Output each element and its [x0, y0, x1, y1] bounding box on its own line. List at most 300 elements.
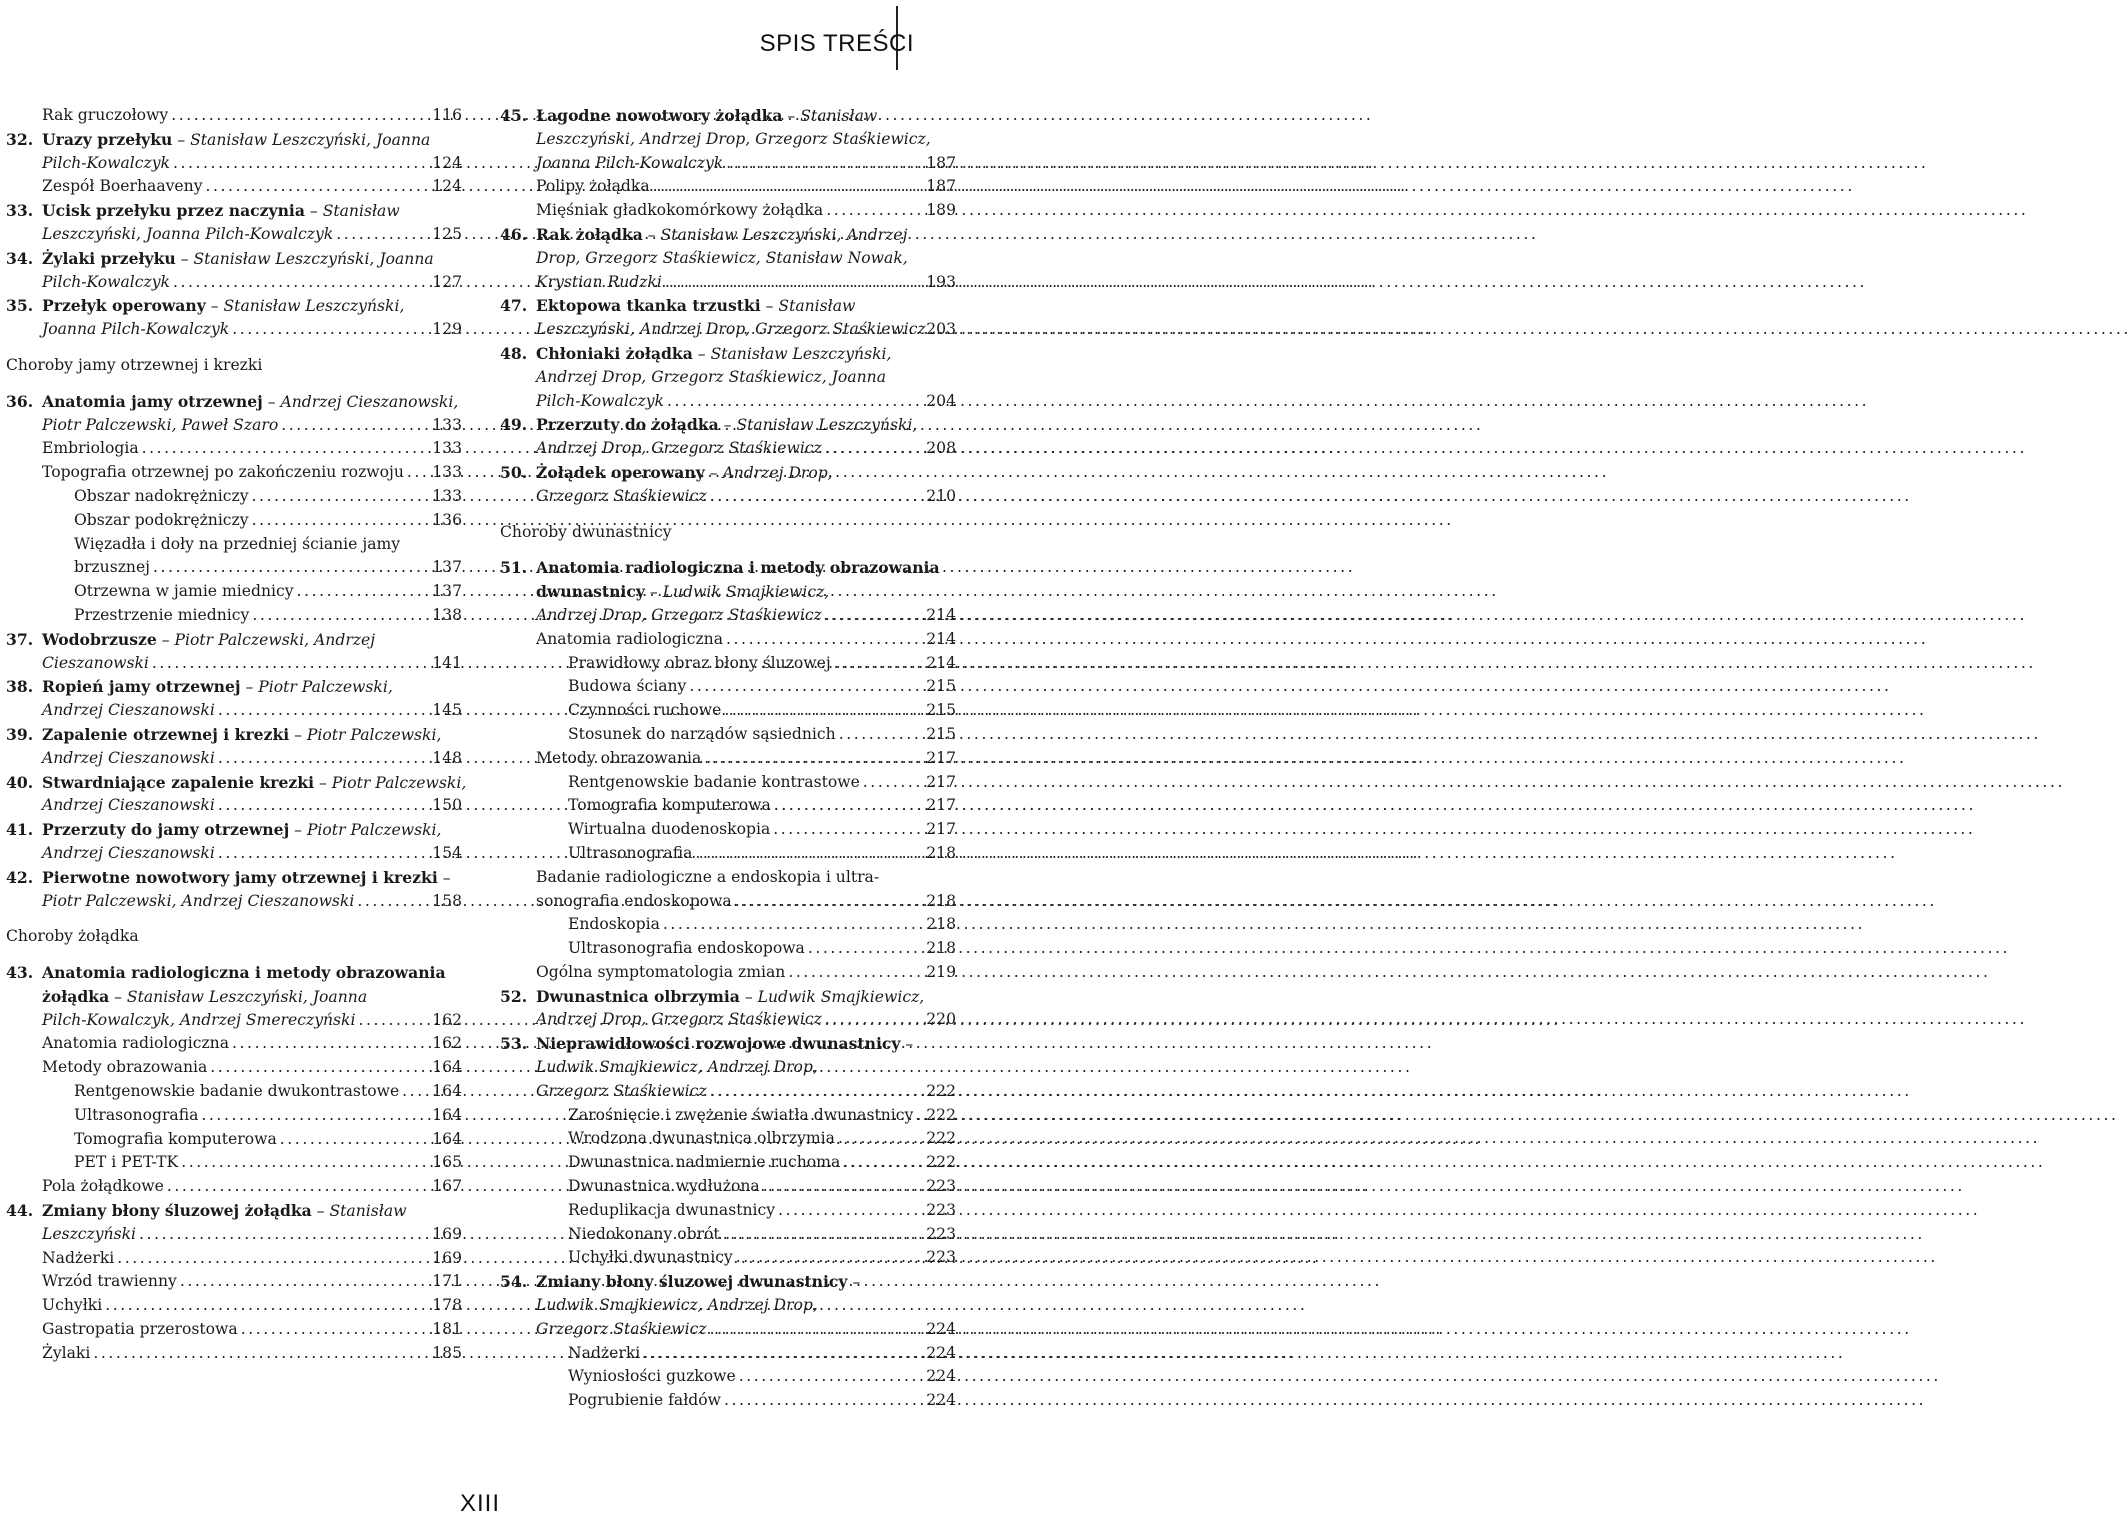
toc-entry — [500, 604, 956, 628]
toc-entry — [6, 318, 462, 342]
entry-text — [536, 437, 822, 461]
chapter-title: Anatomia radiologiczna i metody obrazowania — [42, 963, 446, 983]
page-number-ref: 223 — [926, 1200, 956, 1219]
page-number-ref: 223 — [926, 1224, 956, 1243]
subsection-title: Zarośnięcie i zwężenie światła dwunastnicy — [568, 1105, 914, 1124]
entry-text — [42, 1223, 136, 1247]
chapter-authors: Andrzej Cieszanowski — [42, 796, 215, 815]
entry-number: 42. — [6, 867, 34, 887]
page-number-ref: 193 — [926, 272, 956, 291]
toc-right-column — [500, 104, 956, 1413]
entry-text — [536, 866, 879, 890]
entry-number: 40. — [6, 772, 34, 792]
entry-text — [568, 937, 805, 961]
subsection-title: Pola żołądkowe — [42, 1177, 164, 1196]
chapter-authors: Stanisław — [778, 297, 856, 316]
toc-entry — [500, 1151, 956, 1175]
page-number-ref: 141 — [432, 653, 462, 672]
entry-number: 34. — [6, 248, 34, 268]
subsection-title: Czynności ruchowe — [568, 701, 722, 720]
toc-entry — [500, 199, 956, 223]
toc-entry — [500, 890, 956, 914]
entry-text — [42, 318, 229, 342]
dot-leader — [788, 961, 1986, 985]
toc-entry — [500, 1032, 956, 1056]
entry-text — [536, 294, 855, 319]
toc-entry — [500, 818, 956, 842]
entry-text — [536, 1008, 822, 1032]
toc-entry — [6, 1270, 462, 1294]
dot-leader — [663, 913, 1861, 937]
dot-leader — [643, 1342, 1841, 1366]
page-number-ref: 208 — [926, 439, 956, 458]
dot-leader — [929, 318, 2127, 342]
chapter-title: Przerzuty do jamy otrzewnej — [42, 820, 290, 840]
entry-text — [536, 1032, 913, 1057]
toc-entry — [500, 1127, 956, 1151]
page-number-ref: 217 — [926, 772, 956, 791]
chapter-title: Nieprawidłowości rozwojowe dwunastnicy — [536, 1034, 901, 1054]
page-number-ref: 150 — [432, 796, 462, 815]
entry-text — [536, 747, 701, 771]
entry-text — [536, 580, 829, 605]
entry-text — [536, 413, 917, 438]
page-number-ref: 223 — [926, 1248, 956, 1267]
chapter-authors: Piotr Palczewski, — [306, 725, 442, 744]
page-number-ref: 222 — [926, 1129, 956, 1148]
page-number-ref: 164 — [432, 1105, 462, 1124]
entry-text — [536, 1270, 860, 1295]
chapter-title: dwunastnicy — [536, 582, 645, 602]
entry-text — [42, 652, 149, 676]
subsection-title: Niedokonany obrót — [568, 1224, 720, 1243]
dot-leader — [808, 937, 2006, 961]
chapter-title: Zmiany błony śluzowej żołądka — [42, 1201, 312, 1221]
chapter-authors: Leszczyński — [42, 1224, 137, 1243]
entry-text — [74, 580, 294, 604]
entry-text — [568, 794, 771, 818]
entry-number: 44. — [6, 1201, 34, 1221]
title-separator: – — [289, 725, 307, 744]
toc-entry — [6, 842, 462, 866]
chapter-authors: Andrzej Drop, Grzegorz Staśkiewicz — [536, 439, 822, 458]
entry-number: 37. — [6, 629, 34, 649]
dot-leader — [689, 675, 1887, 699]
subsection-title: Metody obrazowania — [536, 748, 702, 767]
toc-entry — [500, 675, 956, 699]
chapter-authors: Stanisław Leszczyński, — [223, 297, 405, 316]
entry-text — [568, 818, 770, 842]
page-number-ref: 224 — [926, 1343, 956, 1362]
toc-entry — [6, 1128, 462, 1152]
toc-entry — [6, 223, 462, 247]
chapter-authors: Krystian Rudzki — [536, 272, 662, 291]
entry-text — [536, 128, 931, 152]
toc-entry — [6, 1199, 462, 1223]
entry-text — [568, 1199, 775, 1223]
title-separator: – — [782, 107, 801, 125]
entry-text — [42, 961, 446, 986]
entry-text — [42, 628, 375, 653]
section-heading: Choroby żołądka — [6, 927, 139, 946]
page-number-ref: 164 — [432, 1129, 462, 1148]
entry-number: 54. — [500, 1272, 528, 1292]
toc-entry — [500, 866, 956, 890]
toc-entry — [500, 1389, 956, 1413]
subsection-title: Otrzewna w jamie miednicy — [74, 582, 294, 601]
dot-leader — [916, 1104, 2114, 1128]
entry-text — [74, 509, 249, 533]
subsection-title: Nadżerki — [42, 1248, 115, 1267]
entry-text — [42, 1247, 114, 1271]
page-number-ref: 217 — [926, 748, 956, 767]
toc-entry — [6, 128, 462, 152]
toc-entry — [6, 1223, 462, 1247]
subsection-title: Prawidłowy obraz błony śluzowej — [568, 653, 831, 672]
toc-entry — [6, 1032, 462, 1056]
title-separator: – — [172, 130, 191, 149]
page-number-ref: 125 — [432, 224, 462, 243]
entry-text — [568, 1127, 835, 1151]
page-number-ref: 187 — [926, 153, 956, 172]
subsection-title: brzusznej — [74, 558, 151, 577]
toc-entry — [6, 1294, 462, 1318]
page-number-ref: 222 — [926, 1105, 956, 1124]
entry-text — [536, 247, 908, 271]
chapter-authors: Pilch-Kowalczyk, Andrzej Smereczyński — [42, 1010, 356, 1029]
entry-text — [42, 104, 168, 128]
page-number-ref: 218 — [926, 915, 956, 934]
entry-text — [536, 223, 907, 248]
title-separator: – — [642, 225, 661, 244]
dot-leader — [710, 485, 1908, 509]
entry-text — [536, 104, 877, 129]
toc-entry — [6, 580, 462, 604]
entry-number: 36. — [6, 391, 34, 411]
entry-text — [536, 1318, 707, 1342]
entry-number: 53. — [500, 1034, 528, 1054]
page-number-ref: 217 — [926, 796, 956, 815]
toc-entry — [6, 628, 462, 652]
entry-number: 43. — [6, 963, 34, 983]
entry-text — [536, 985, 924, 1010]
page-number-ref: 203 — [926, 320, 956, 339]
chapter-authors: Stanisław Leszczyński, — [710, 344, 892, 363]
toc-entry — [500, 247, 956, 271]
chapter-authors: Joanna Pilch-Kowalczyk — [42, 320, 230, 339]
toc-entry — [500, 223, 956, 247]
entry-number: 50. — [500, 462, 528, 482]
page-number-ref: 218 — [926, 843, 956, 862]
chapter-authors: Ludwik Smajkiewicz, Andrzej Drop, — [536, 1296, 818, 1315]
entry-text — [536, 485, 707, 509]
toc-entry — [500, 437, 956, 461]
chapter-title: Ucisk przełyku przez naczynia — [42, 201, 305, 221]
entry-text — [74, 1151, 178, 1175]
entry-text — [74, 1080, 399, 1104]
toc-entry — [6, 152, 462, 176]
toc-entry — [500, 937, 956, 961]
dot-leader — [838, 1127, 2036, 1151]
page-number: XIII — [459, 1490, 500, 1517]
toc-entry — [6, 985, 462, 1009]
subsection-title: Ogólna symptomatologia zmian — [536, 962, 786, 981]
subsection-title: Ultrasonografia — [74, 1105, 199, 1124]
chapter-authors: Andrzej Cieszanowski — [42, 843, 215, 862]
toc-entry — [500, 1318, 956, 1342]
entry-text — [536, 890, 732, 914]
dot-leader — [723, 1223, 1921, 1247]
subsection-title: Embriologia — [42, 439, 139, 458]
title-separator: – — [900, 1035, 914, 1054]
entry-text — [42, 699, 215, 723]
page-number-ref: 222 — [926, 1153, 956, 1172]
entry-text — [568, 842, 692, 866]
page-number-ref: 137 — [432, 582, 462, 601]
toc-entry — [500, 913, 956, 937]
toc-entry — [500, 318, 956, 342]
title-separator: – — [262, 392, 281, 411]
toc-entry — [500, 413, 956, 437]
chapter-authors: Ludwik Smajkiewicz, Andrzej Drop, — [536, 1058, 818, 1077]
chapter-authors: Andrzej Drop, — [722, 463, 833, 482]
toc-entry — [500, 461, 956, 485]
entry-text — [568, 652, 831, 676]
toc-entry — [500, 699, 956, 723]
toc-entry — [500, 628, 956, 652]
toc-entry — [500, 175, 956, 199]
toc-entry — [6, 1175, 462, 1199]
chapter-authors: Stanisław Leszczyński, Andrzej — [660, 225, 908, 244]
toc-entry — [6, 414, 462, 438]
entry-text — [74, 485, 249, 509]
toc-entry — [500, 580, 956, 604]
subsection-title: Endoskopia — [568, 915, 660, 934]
chapter-authors: Piotr Palczewski, Andrzej Cieszanowski — [42, 891, 355, 910]
subsection-title: Mięśniak gładkokomórkowy żołądka — [536, 201, 824, 220]
entry-text — [42, 723, 441, 748]
page-number-ref: 218 — [926, 891, 956, 910]
entry-text — [42, 818, 441, 843]
subsection-title: Budowa ściany — [568, 677, 687, 696]
subsection-title: PET i PET-TK — [74, 1153, 179, 1172]
section-heading: Choroby dwunastnicy — [500, 522, 672, 541]
chapter-authors: Ludwik Smajkiewicz, — [757, 987, 925, 1006]
chapter-authors: Drop, Grzegorz Staśkiewicz, Stanisław Nowak, — [536, 248, 908, 267]
dot-leader — [653, 175, 1851, 199]
toc-entry — [500, 842, 956, 866]
toc-entry — [6, 723, 462, 747]
entry-text — [536, 152, 723, 176]
page-number-ref: 178 — [432, 1296, 462, 1315]
toc-entry — [500, 1223, 956, 1247]
toc-entry — [6, 1247, 462, 1271]
dot-leader — [839, 723, 2037, 747]
entry-text — [42, 199, 400, 224]
title-separator: – — [175, 249, 194, 268]
subsection-title: Nadżerki — [568, 1343, 641, 1362]
entry-text — [42, 152, 170, 176]
title-separator: – — [289, 821, 307, 840]
chapter-authors: Grzegorz Staśkiewicz — [536, 1319, 707, 1338]
chapter-title: Żołądek operowany — [536, 462, 705, 482]
toc-entry — [500, 556, 956, 580]
entry-text — [568, 1389, 721, 1413]
toc-entry — [6, 604, 462, 628]
toc-entry — [500, 1342, 956, 1366]
page-number-ref: 215 — [926, 724, 956, 743]
toc-entry — [6, 509, 462, 533]
entry-text — [536, 1056, 818, 1080]
subsection-title: sonografia endoskopowa — [536, 891, 732, 910]
toc-entry — [6, 1009, 462, 1033]
toc-entry — [6, 437, 462, 461]
page-title: SPIS TREŚCI — [759, 30, 914, 57]
entry-text — [536, 556, 940, 581]
toc-entry — [500, 485, 956, 509]
entry-number: 33. — [6, 201, 34, 221]
page-number-ref: 187 — [926, 177, 956, 196]
title-separator: – — [704, 463, 723, 482]
entry-text — [536, 390, 664, 414]
toc-entry — [6, 675, 462, 699]
toc-entry — [500, 1056, 956, 1080]
entry-text — [536, 461, 833, 486]
entry-text — [42, 842, 215, 866]
page-number-ref: 217 — [926, 820, 956, 839]
page-number-ref: 116 — [432, 106, 462, 124]
subsection-title: Zespół Boerhaaveny — [42, 177, 203, 196]
entry-text — [536, 199, 823, 223]
entry-text — [536, 366, 886, 390]
toc-entry — [6, 247, 462, 271]
dot-leader — [704, 747, 1902, 771]
toc-entry — [6, 271, 462, 295]
page-number-ref: 215 — [926, 677, 956, 696]
toc-entry — [500, 1199, 956, 1223]
page-number-ref: 129 — [432, 320, 462, 339]
toc-entry — [500, 1104, 956, 1128]
chapter-authors: Piotr Palczewski, Andrzej — [174, 630, 376, 649]
toc-entry — [500, 390, 956, 414]
entry-text — [42, 675, 393, 700]
entry-text — [568, 1365, 736, 1389]
subsection-title: Rak gruczołowy — [42, 106, 169, 124]
subsection-title: Anatomia radiologiczna — [536, 629, 724, 648]
chapter-authors: Piotr Palczewski, Paweł Szaro — [42, 415, 279, 434]
chapter-authors: Ludwik Smajkiewicz, — [662, 583, 830, 602]
subsection-title: Uchyłki — [42, 1296, 103, 1315]
entry-text — [568, 699, 721, 723]
entry-text — [536, 342, 892, 367]
chapter-title: Przełyk operowany — [42, 296, 206, 316]
toc-entry — [500, 1008, 956, 1032]
page-number-ref: 189 — [926, 201, 956, 220]
entry-text — [42, 247, 434, 272]
chapter-title: Chłoniaki żołądka — [536, 343, 693, 363]
entry-text — [42, 794, 215, 818]
entry-text — [42, 890, 354, 914]
title-separator: – — [314, 773, 332, 792]
entry-number: 48. — [500, 343, 528, 363]
toc-entry — [6, 1080, 462, 1104]
toc-entry — [500, 152, 956, 176]
title-separator: – — [847, 1273, 861, 1292]
page-number-ref: 181 — [432, 1320, 462, 1339]
page-number-ref: 162 — [432, 1010, 462, 1029]
entry-text — [74, 1104, 198, 1128]
entry-text — [568, 1175, 760, 1199]
page-number-ref: 162 — [432, 1034, 462, 1053]
page-number-ref: 124 — [432, 153, 462, 172]
subsection-title: Obszar podokrężniczy — [74, 510, 249, 529]
subsection-title: Dwunastnica wydłużona — [568, 1177, 760, 1196]
subsection-title: Rentgenowskie badanie dwukontrastowe — [74, 1082, 400, 1101]
page-number-ref: 169 — [432, 1224, 462, 1243]
page-number-ref: 185 — [432, 1343, 462, 1362]
page-number-ref: 171 — [432, 1272, 462, 1291]
toc-entry — [6, 556, 462, 580]
chapter-authors: Stanisław Leszczyński, Joanna — [190, 130, 431, 149]
entry-text — [568, 913, 660, 937]
toc-entry — [6, 747, 462, 771]
entry-number: 41. — [6, 820, 34, 840]
entry-text — [74, 533, 400, 557]
chapter-authors: Andrzej Cieszanowski — [42, 748, 215, 767]
chapter-authors: Pilch-Kowalczyk — [536, 391, 664, 410]
entry-text — [536, 961, 785, 985]
toc-entry — [500, 747, 956, 771]
chapter-title: żołądka — [42, 986, 110, 1006]
toc-entry — [500, 342, 956, 366]
dot-leader — [710, 1318, 1908, 1342]
toc-entry — [6, 1342, 462, 1366]
chapter-authors: Stanisław Leszczyński, Joanna — [193, 249, 434, 268]
chapter-title: Anatomia jamy otrzewnej — [42, 391, 263, 411]
toc-entry — [6, 175, 462, 199]
entry-text — [42, 223, 333, 247]
page-number-ref: 148 — [432, 748, 462, 767]
chapter-title: Zapalenie otrzewnej i krezki — [42, 724, 290, 744]
entry-text — [42, 1294, 102, 1318]
entry-text — [568, 1246, 733, 1270]
title-separator: – — [692, 344, 711, 363]
chapter-authors: Andrzej Drop, Grzegorz Staśkiewicz — [536, 1010, 822, 1029]
chapter-authors: Stanisław — [329, 1202, 407, 1221]
entry-text — [42, 1056, 207, 1080]
page-number-ref: 127 — [432, 272, 462, 291]
chapter-authors: Andrzej Cieszanowski, — [280, 392, 459, 411]
chapter-authors: Grzegorz Staśkiewicz — [536, 486, 707, 505]
entry-number: 51. — [500, 558, 528, 578]
entry-text — [42, 1342, 90, 1366]
subsection-title: Rentgenowskie badanie kontrastowe — [568, 772, 860, 791]
page-number-ref: 164 — [432, 1082, 462, 1101]
title-separator: – — [644, 583, 663, 602]
chapter-title: Ropień jamy otrzewnej — [42, 677, 241, 697]
page-number-ref: 169 — [432, 1248, 462, 1267]
dot-leader — [825, 1008, 2023, 1032]
entry-text — [568, 675, 686, 699]
chapter-authors: Stanisław Leszczyński, Joanna — [126, 987, 368, 1006]
page-number-ref: 223 — [926, 1177, 956, 1196]
toc-entry — [6, 961, 462, 985]
toc-entry — [500, 652, 956, 676]
entry-text — [42, 390, 458, 415]
toc-entry — [500, 771, 956, 795]
toc-entry — [6, 1151, 462, 1175]
entry-text — [568, 1223, 720, 1247]
